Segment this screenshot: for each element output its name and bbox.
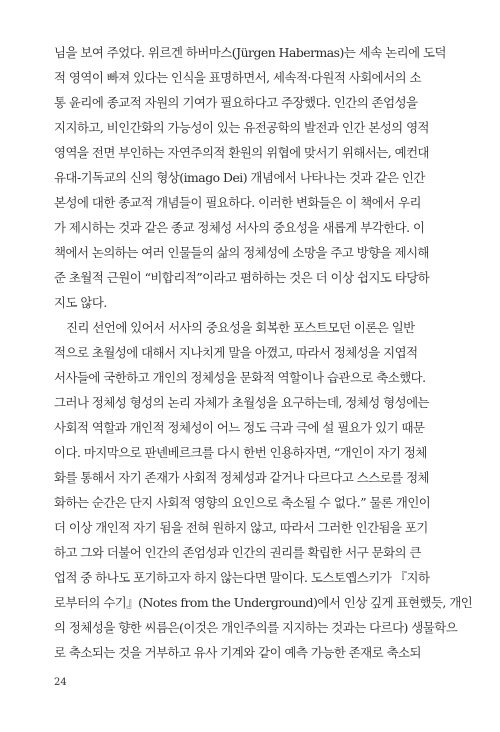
- text-line: 로 축소되는 것을 거부하고 유사 기계와 같이 예측 가능한 존재로 축소되: [54, 645, 421, 660]
- text-line: 하고 그와 더불어 인간의 존엄성과 인간의 권리를 확립한 서구 문화의 큰: [54, 545, 421, 560]
- body-text: [54, 40, 473, 665]
- text-line: 적 영역이 빠져 있다는 인식을 표명하면서, 세속적·다원적 사회에서의 소: [54, 70, 421, 85]
- text-line: 로부터의 수기』(Notes from the Underground)에서 인상 깊게 표현했듯, 개인: [54, 595, 473, 610]
- text-line: 서사들에 국한하고 개인의 정체성을 문화적 역할이나 습관으로 축소했다.: [54, 370, 426, 385]
- text-line: 의 정체성을 향한 씨름은(이것은 개인주의를 지지하는 것과는 다르다) 생물학으: [54, 620, 458, 635]
- text-line: 책에서 논의하는 여러 인물들의 삶의 정체성에 소망을 주고 방향을 제시해: [54, 245, 430, 260]
- text-line: 본성에 대한 종교적 개념들이 필요하다. 이러한 변화들은 이 책에서 우리: [54, 195, 421, 210]
- text-line: 가 제시하는 것과 같은 종교 정체성 서사의 중요성을 새롭게 부각한다. 이: [54, 220, 425, 235]
- text-line: 적으로 초월성에 대해서 지나치게 말을 아꼈고, 따라서 정체성을 지엽적: [54, 345, 418, 360]
- page-number: 24: [54, 677, 67, 688]
- text-line: 준 초월적 근원이 “비합리적”이라고 폄하하는 것은 더 이상 쉽지도 타당하: [54, 270, 430, 285]
- text-line: 유대-기독교의 신의 형상(imago Dei) 개념에서 나타나는 것과 같은 인간: [54, 170, 425, 185]
- text-line: 영역을 전면 부인하는 자연주의적 환원의 위협에 맞서기 위해서는, 예컨대: [54, 145, 430, 160]
- text-line: 더 이상 개인적 자기 됨을 전혀 원하지 않고, 따라서 그러한 인간됨을 포기: [54, 520, 428, 535]
- text-line: 이다. 마지막으로 판넨베르크를 다시 한번 인용하자면, “개인이 자기 정체: [54, 445, 427, 460]
- text-line: 님을 보여 주었다. 위르겐 하버마스(Jürgen Habermas)는 세속 논리에 도덕: [54, 45, 446, 60]
- text-line: 지지하고, 비인간화의 가능성이 있는 유전공학의 발전과 인간 본성의 영적: [54, 120, 430, 135]
- text-line: 통 윤리에 종교적 자원의 기여가 필요하다고 주장했다. 인간의 존엄성을: [54, 95, 418, 110]
- text-line: 그러나 정체성 형성의 논리 자체가 초월성을 요구하는데, 정체성 형성에는: [54, 395, 430, 410]
- text-line: 사회적 역할과 개인적 정체성이 어느 정도 극과 극에 설 필요가 있기 때문: [54, 420, 425, 435]
- paragraph-start-line: 진리 선언에 있어서 서사의 중요성을 회복한 포스트모던 이론은 일반: [66, 320, 415, 335]
- text-line: 지도 않다.: [54, 295, 107, 310]
- text-line: 화하는 순간은 단지 사회적 영향의 요인으로 축소될 수 없다.” 물론 개인이: [54, 495, 431, 510]
- text-line: 화를 통해서 자기 존재가 사회적 정체성과 같거나 다르다고 스스로를 정체: [54, 470, 430, 485]
- text-line: 업적 중 하나도 포기하고자 하지 않는다면 말이다. 도스토옙스키가 『지하: [54, 570, 430, 585]
